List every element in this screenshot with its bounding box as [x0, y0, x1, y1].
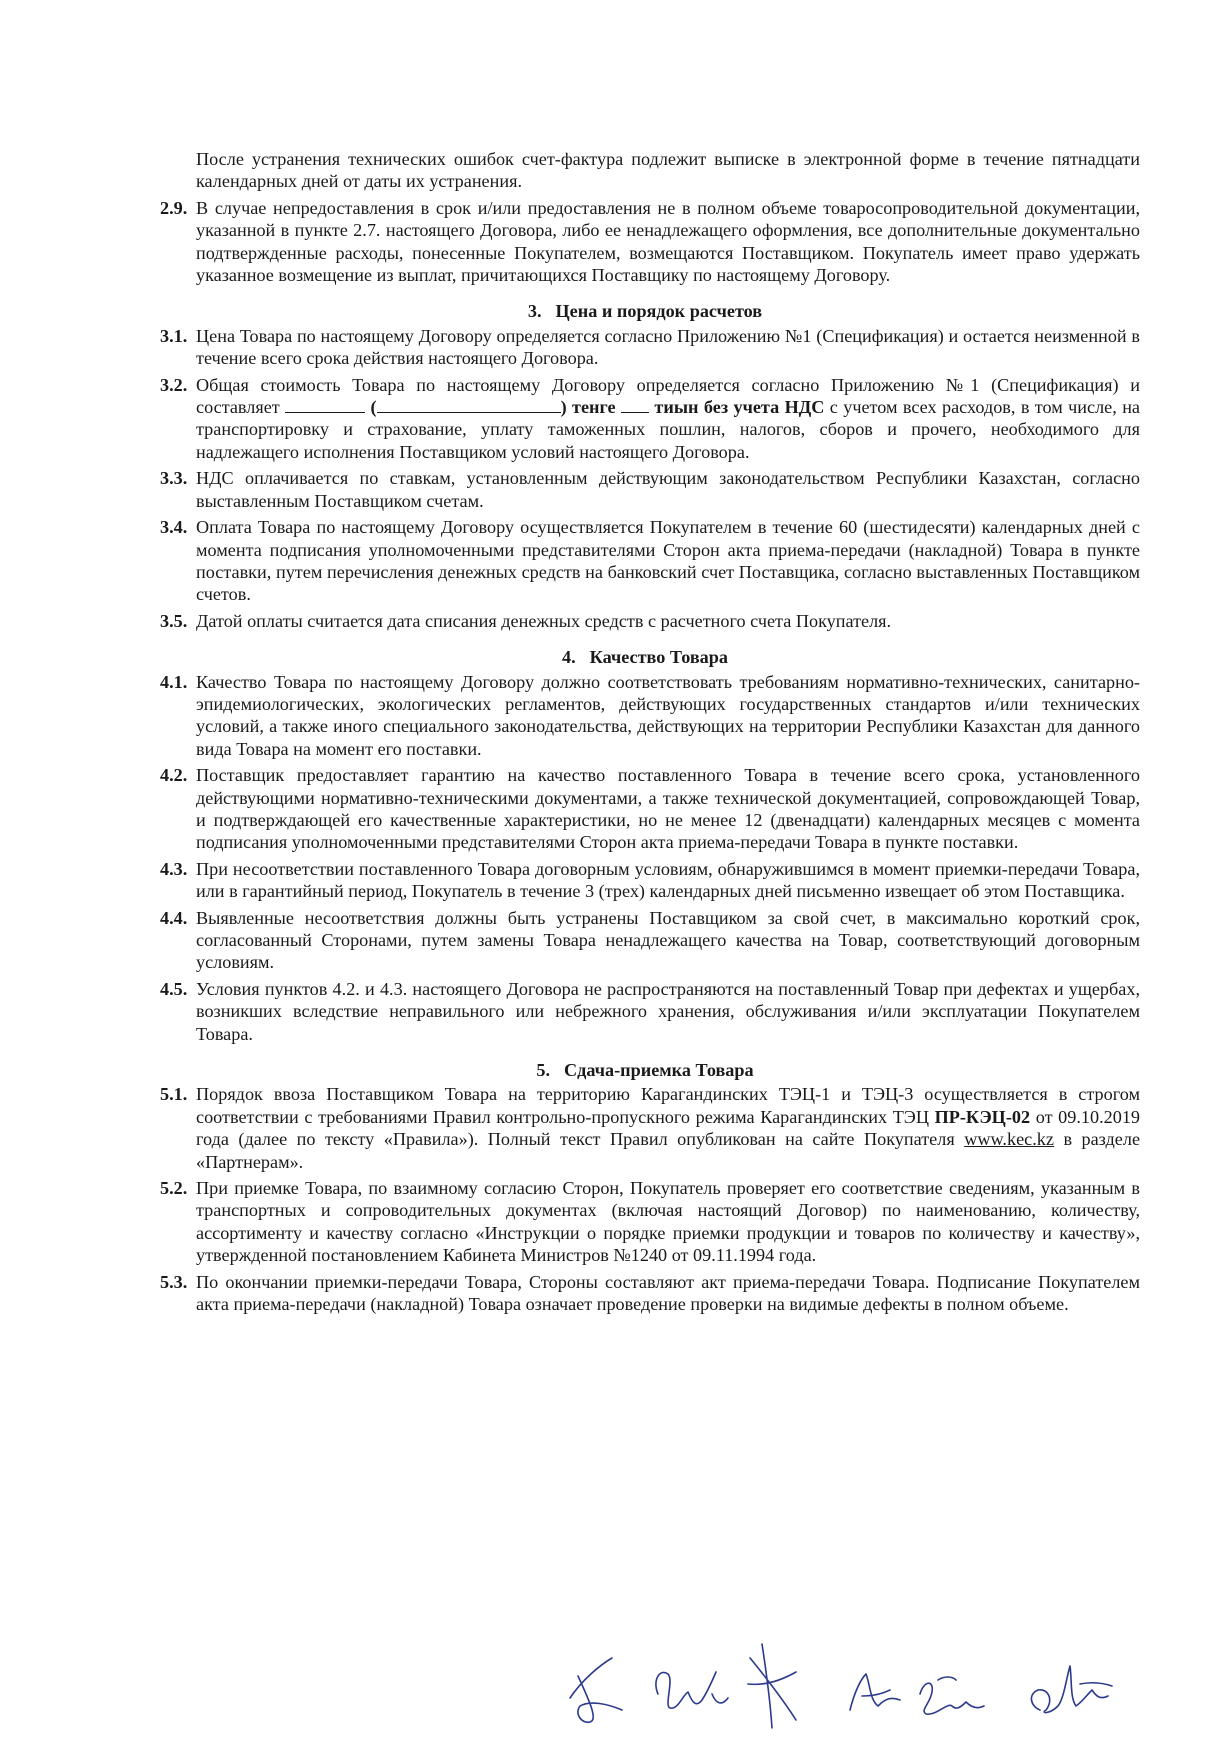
paren-open: (	[370, 397, 377, 418]
clause-number: 4.2.	[160, 765, 188, 786]
clause-text: НДС оплачивается по ставкам, установленным действующим законодательством Республики Казахстан, согласно выставленным Поставщиком счетам.	[196, 468, 1140, 511]
rules-code: ПР-КЭЦ-02	[934, 1106, 1031, 1127]
clause-5-1	[150, 1083, 1140, 1173]
section-4-heading	[150, 646, 1140, 668]
clause-4-5	[150, 978, 1140, 1045]
amount-blank	[285, 396, 365, 413]
clause-5-3	[150, 1271, 1140, 1316]
clause-text-tail: с учетом всех расходов, в том числе, на транспортировку и страхование, уплату таможенных пошлин, налогов, сборов и прочего, необходимого для надлежащего исполнения Поставщиком условий настоящего Договора.	[196, 397, 1141, 462]
clause-2-9	[150, 197, 1140, 287]
document-body	[150, 148, 1140, 1320]
clause-number: 4.1.	[160, 671, 188, 692]
section-number: 4.	[562, 647, 576, 668]
website-link[interactable]: www.kec.kz	[964, 1129, 1054, 1150]
clause-3-5	[150, 610, 1140, 632]
clause-text: По окончании приемки-передачи Товара, Стороны составляют акт приема-передачи Товара. Подписание Покупателем акта приема-передачи (накладной) Товара означает проведение проверки на видимые дефекты в полном объеме.	[196, 1271, 1140, 1315]
clause-number: 2.9.	[160, 197, 188, 218]
clause-text: Качество Товара по настоящему Договору должно соответствовать требованиям нормативно-технических, санитарно-эпидемиологических, экологических регламентов, действующих государственных стандартов и/или технических условий, а также иного специального законодательства, действующих на территории Республики Казахстан для данного вида Товара на момент его поставки.	[196, 671, 1140, 759]
signature-5	[920, 1677, 984, 1714]
signature-2	[656, 1672, 728, 1708]
clause-text: Условия пунктов 4.2. и 4.3. настоящего Договора не распространяются на поставленный Товар при дефектах и ущербах, возникших вследствие неправильного или небрежного хранения, обслуживания и/или эксплуатации Покупателем Товара.	[196, 978, 1140, 1044]
signatures-svg	[560, 1610, 1200, 1730]
section-title: Сдача-приемка Товара	[564, 1060, 754, 1081]
paren-close: )	[560, 397, 567, 418]
clause-number: 5.3.	[160, 1271, 188, 1292]
clause-3-4	[150, 516, 1140, 606]
section-3-heading	[150, 300, 1140, 322]
clause-text: Оплата Товара по настоящему Договору осуществляется Покупателем в течение 60 (шестидесяти) календарных дней с момента подписания уполномоченными представителями Сторон акта приема-передачи (накладной) Товара в пункте поставки, путем перечисления денежных средств на банковский счет Поставщика, согласно выставленных Поставщиком счетов.	[196, 517, 1140, 605]
clause-number: 4.4.	[160, 907, 188, 928]
clause-4-2	[150, 764, 1140, 854]
signature-3	[748, 1644, 796, 1728]
clause-number: 3.2.	[160, 374, 188, 395]
clause-3-2	[150, 374, 1140, 464]
clause-number: 3.1.	[160, 325, 188, 346]
section-5-heading	[150, 1059, 1140, 1081]
clause-text: В случае непредоставления в срок и/или предоставления не в полном объеме товаросопроводительной документации, указанной в пункте 2.7. настоящего Договора, либо ее ненадлежащего оформления, все дополнительные документально подтвержденные расходы, понесенные Покупателем, возмещаются Поставщиком. Покупатель имеет право удержать указанное возмещение из выплат, причитающихся Поставщику по настоящему Договору.	[196, 197, 1140, 286]
signature-1	[570, 1658, 622, 1722]
tiyn-blank	[621, 396, 649, 413]
clause-text: Порядок ввоза Поставщиком Товара на территорию Карагандинских ТЭЦ-1 и ТЭЦ-3 осуществляется в строгом соответствии с требованиями Правил контрольно-пропускного режима Карагандинских ТЭЦ	[196, 1084, 1140, 1127]
vat-label: тиын без учета НДС	[654, 397, 825, 418]
signature-4	[850, 1674, 900, 1710]
clause-text: Общая стоимость Товара по настоящему Договору определяется согласно Приложению №1 (Спецификация) и составляет	[196, 374, 1140, 418]
clause-4-1	[150, 671, 1140, 761]
section-number: 3.	[527, 301, 542, 322]
clause-number: 3.3.	[160, 468, 188, 489]
clause-3-3	[150, 467, 1140, 512]
clause-4-3	[150, 858, 1140, 903]
amount-words-blank	[377, 396, 561, 413]
continuation-paragraph: После устранения технических ошибок счет-фактура подлежит выписке в электронной форме в течение пятнадцати календарных дней от даты их устранения.	[196, 149, 1140, 192]
clause-text: При приемке Товара, по взаимному согласию Сторон, Покупатель проверяет его соответствие сведениям, указанным в транспортных и сопроводительных документах (включая настоящий Договор) по наименованию, количеству, ассортименту и качеству согласно «Инструкции о порядке приемки продукции и товаров по количеству и качеству», утвержденной постановлением Кабинета Министров №1240 от 09.11.1994 года.	[196, 1178, 1140, 1266]
currency-label: тенге	[572, 397, 616, 418]
signatures-area	[560, 1610, 1200, 1730]
clause-number: 5.2.	[160, 1178, 188, 1199]
clause-text: Поставщик предоставляет гарантию на качество поставленного Товара в течение всего срока, установленного действующими нормативно-техническими документами, а также технической документацией, сопровождающей Товар, и подтверждающей его качественные характеристики, но не менее 12 (двенадцати) календарных месяцев с момента подписания уполномоченными представителями Сторон акта приема-передачи Товара в пункте поставки.	[196, 765, 1140, 853]
section-number: 5.	[536, 1060, 551, 1081]
clause-text: Датой оплаты считается дата списания денежных средств с расчетного счета Покупателя.	[196, 610, 892, 631]
clause-text: Выявленные несоответствия должны быть устранены Поставщиком за свой счет, в максимально короткий срок, согласованный Сторонами, путем замены Товара ненадлежащего качества на Товар, соответствующий договорным условиям.	[196, 907, 1140, 973]
clause-number: 3.5.	[160, 610, 188, 631]
clause-number: 4.3.	[160, 858, 188, 879]
clause-3-1	[150, 325, 1140, 370]
clause-number: 4.5.	[160, 978, 188, 999]
clause-text-tail: в разделе «Партнерам».	[196, 1129, 1141, 1172]
section-title: Цена и порядок расчетов	[555, 301, 763, 322]
section-title: Качество Товара	[589, 647, 728, 668]
clause-text: При несоответствии поставленного Товара договорным условиям, обнаружившимся в момент приемки-передачи Товара, или в гарантийный период, Покупатель в течение 3 (трех) календарных дней письменно извещает об этом Поставщика.	[196, 858, 1140, 902]
clause-number: 3.4.	[160, 517, 188, 538]
signature-6	[1031, 1666, 1112, 1713]
clause-text-mid: от 09.10.2019 года (далее по тексту «Правила»). Полный текст Правил опубликован на сайте Покупателя	[196, 1106, 1141, 1150]
clause-number: 5.1.	[160, 1084, 188, 1105]
clause-text: Цена Товара по настоящему Договору определяется согласно Приложению №1 (Спецификация) и остается неизменной в течение всего срока действия настоящего Договора.	[196, 325, 1140, 369]
clause-5-2	[150, 1177, 1140, 1267]
clause-4-4	[150, 907, 1140, 974]
